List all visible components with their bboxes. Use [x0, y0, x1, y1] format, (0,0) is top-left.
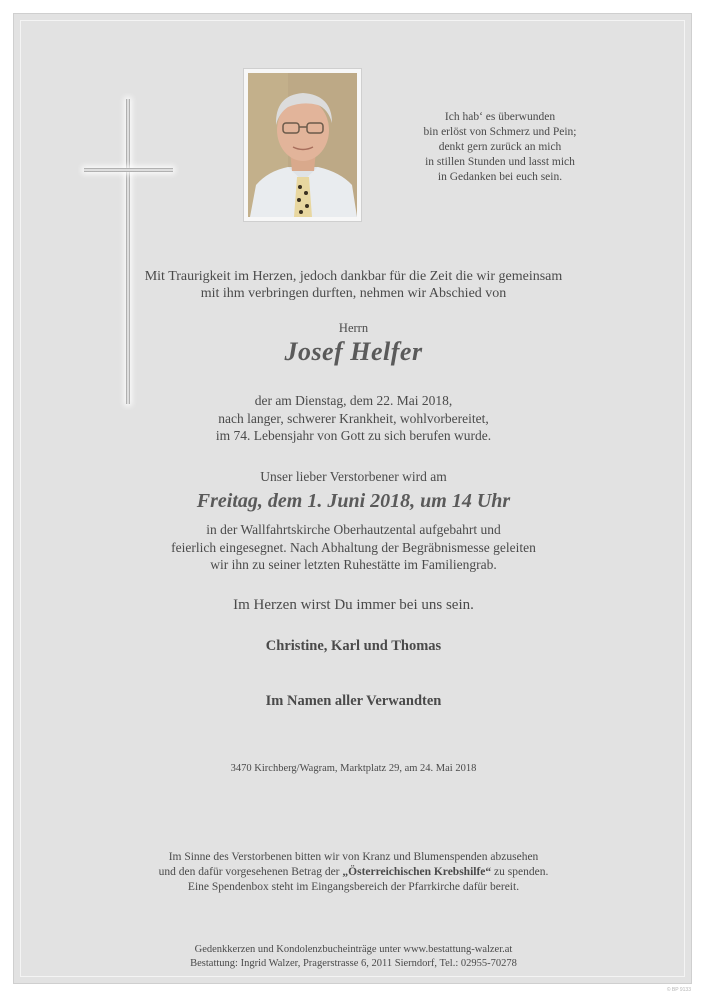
- funeral-line: in der Wallfahrtskirche Oberhautzental aufgebahrt und: [206, 522, 501, 537]
- deceased-name: Josef Helfer: [284, 337, 423, 366]
- poem-line: in Gedanken bei euch sein.: [437, 171, 563, 183]
- donation-line: Im Sinne des Verstorbenen bitten wir von Kranz und Blumenspenden abzusehen: [168, 851, 539, 863]
- charity-name: „Österreichischen Krebshilfe“: [342, 866, 492, 878]
- poem-line: bin erlöst von Schmerz und Pein;: [423, 126, 577, 138]
- footer-line: Bestattung: Ingrid Walzer, Pragerstrasse 6, 2011 Sierndorf, Tel.: 02955-70278: [190, 958, 517, 969]
- donation-notice: [0, 850, 707, 895]
- mourners-names: Christine, Karl und Thomas: [265, 638, 442, 654]
- funeral-announcement: Unser lieber Verstorbener wird am: [260, 469, 447, 484]
- funeral-details: [0, 521, 707, 574]
- cross-icon-beam: [84, 168, 173, 172]
- intro-line: mit ihm verbringen durften, nehmen wir Abschied von: [200, 286, 507, 301]
- corner-mark: © BP 9133: [666, 987, 691, 993]
- poem-line: denkt gern zurück an mich: [438, 141, 562, 153]
- poem-line: in stillen Stunden und lasst mich: [425, 156, 575, 168]
- donation-line-2: [0, 865, 707, 880]
- portrait-frame: [243, 68, 362, 222]
- donation-text: und den dafür vorgesehenen Betrag der: [158, 866, 343, 878]
- funeral-date: Freitag, dem 1. Juni 2018, um 14 Uhr: [196, 490, 511, 512]
- death-line: der am Dienstag, dem 22. Mai 2018,: [254, 393, 453, 408]
- relatives-line: Im Namen aller Verwandten: [265, 693, 442, 709]
- intro-line: Mit Traurigkeit im Herzen, jedoch dankbar für die Zeit die wir gemeinsam: [144, 269, 563, 284]
- donation-text: zu spenden.: [491, 866, 549, 878]
- poem-line: Ich hab‘ es überwunden: [444, 111, 556, 123]
- death-line: nach langer, schwerer Krankheit, wohlvorbereitet,: [218, 410, 489, 426]
- place-and-date: 3470 Kirchberg/Wagram, Marktplatz 29, am 24. Mai 2018: [230, 763, 477, 774]
- closing-line: Im Herzen wirst Du immer bei uns sein.: [233, 597, 474, 613]
- death-line: im 74. Lebensjahr von Gott zu sich berufen wurde.: [215, 428, 492, 443]
- footer-line: Gedenkkerzen und Kondolenzbucheinträge unter www.bestattung-walzer.at: [194, 944, 513, 955]
- funeral-line: feierlich eingesegnet. Nach Abhaltung der Begräbnismesse geleiten: [171, 539, 536, 555]
- portrait-photo: [248, 73, 357, 217]
- donation-line: Eine Spendenbox steht im Eingangsbereich der Pfarrkirche dafür bereit.: [187, 881, 520, 893]
- death-notice: [0, 392, 707, 445]
- footer: [0, 943, 707, 971]
- funeral-line: wir ihn zu seiner letzten Ruhestätte im Familiengrab.: [210, 557, 497, 572]
- intro-text: [0, 268, 707, 302]
- poem: [400, 110, 600, 185]
- deceased-title: Herrn: [338, 321, 369, 335]
